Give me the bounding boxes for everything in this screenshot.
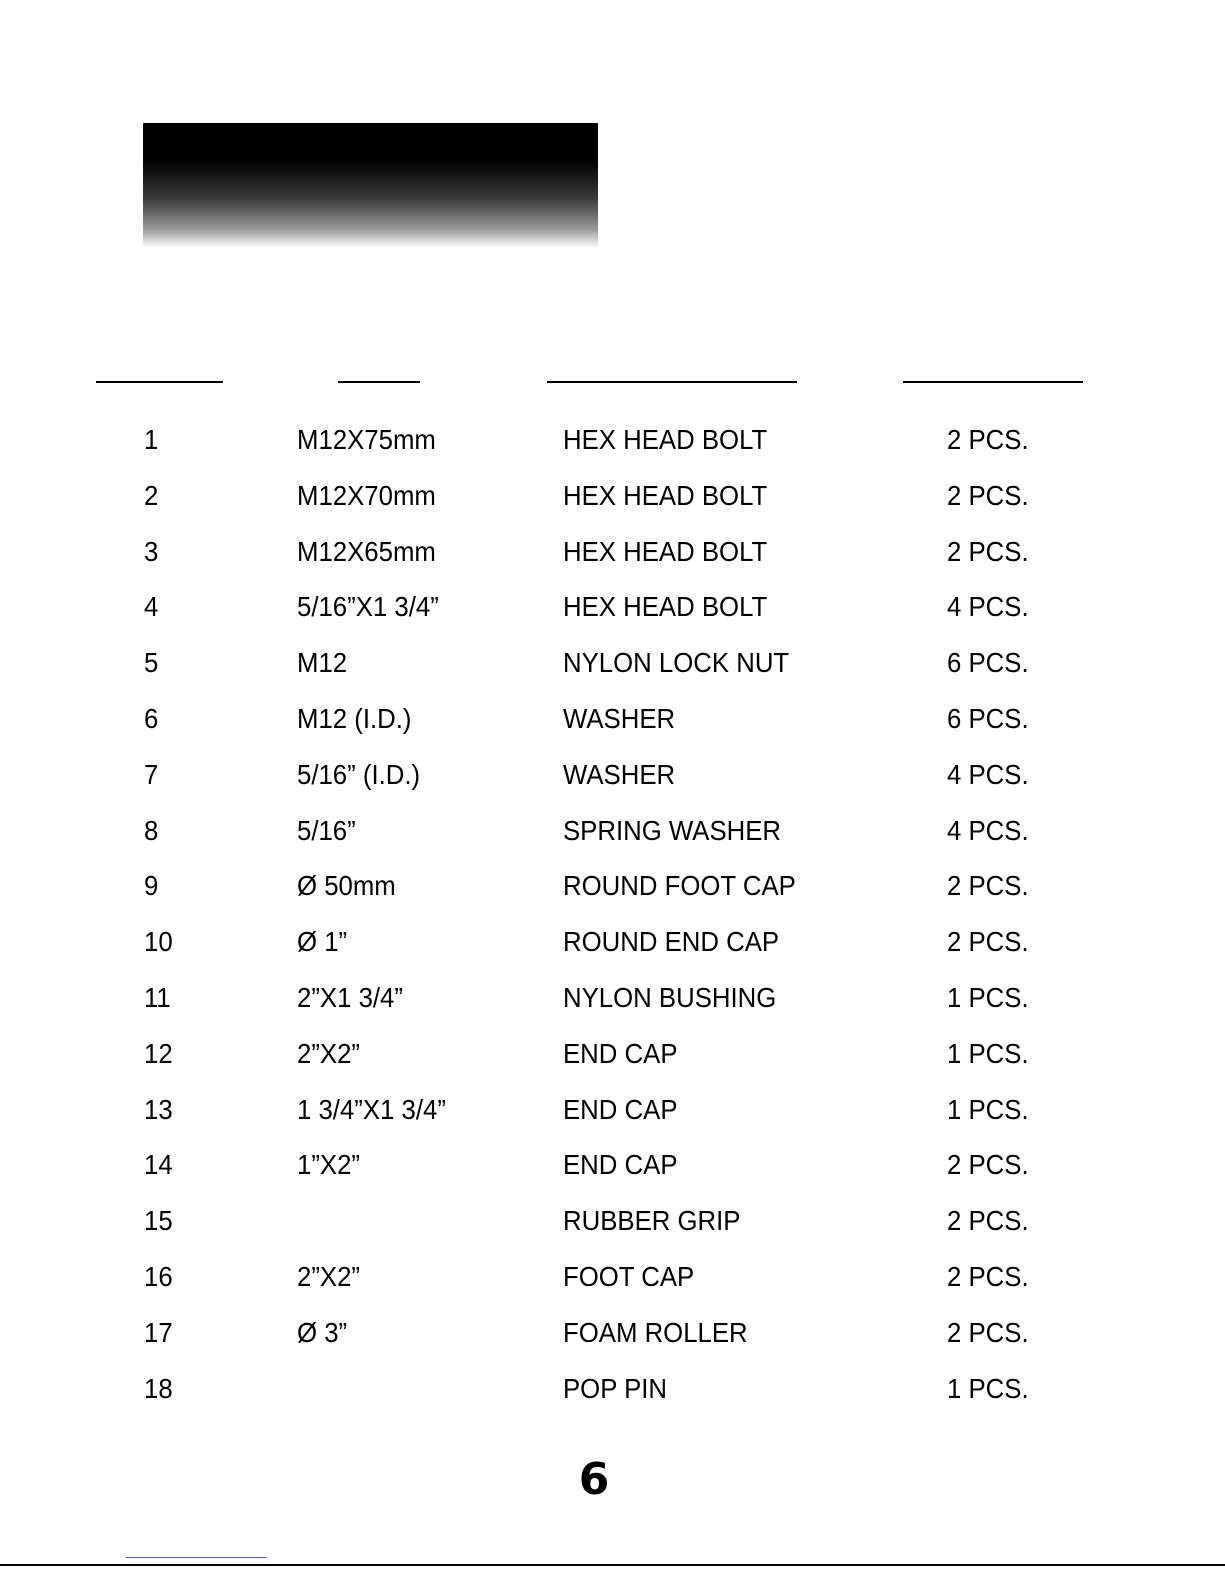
part-description: RUBBER GRIP	[563, 1205, 741, 1237]
part-description: NYLON LOCK NUT	[563, 647, 790, 679]
part-number: 10	[144, 926, 173, 958]
part-quantity: 2 PCS.	[947, 1205, 1029, 1237]
part-description: FOAM ROLLER	[563, 1316, 748, 1348]
part-size: M12X70mm	[297, 479, 436, 511]
part-description: HEX HEAD BOLT	[563, 535, 768, 567]
part-description: NYLON BUSHING	[563, 981, 777, 1013]
part-number: 8	[144, 814, 159, 846]
table-row	[0, 638, 1225, 694]
part-number: 4	[144, 591, 159, 623]
part-description: WASHER	[563, 702, 676, 734]
part-size: 2”X2”	[297, 1260, 360, 1292]
table-row	[0, 582, 1225, 638]
part-quantity: 6 PCS.	[947, 702, 1029, 734]
part-quantity: 4 PCS.	[947, 758, 1029, 790]
part-size: 5/16”	[297, 814, 356, 846]
part-size: 5/16” (I.D.)	[297, 758, 421, 790]
part-description: FOOT CAP	[563, 1260, 695, 1292]
part-quantity: 2 PCS.	[947, 479, 1029, 511]
part-number: 18	[144, 1372, 173, 1404]
part-quantity: 6 PCS.	[947, 647, 1029, 679]
part-size: Ø 50mm	[297, 870, 396, 902]
part-size: M12X75mm	[297, 424, 436, 455]
part-description: POP PIN	[563, 1372, 668, 1404]
part-number: 3	[144, 535, 159, 567]
part-size: M12X65mm	[297, 535, 436, 567]
part-description: ROUND END CAP	[563, 926, 780, 958]
table-row	[0, 527, 1225, 583]
part-quantity: 1 PCS.	[947, 1037, 1029, 1069]
part-number: 11	[144, 981, 171, 1013]
part-size: Ø 3”	[297, 1316, 348, 1348]
part-number: 5	[144, 647, 159, 679]
part-number: 2	[144, 479, 159, 511]
part-quantity: 1 PCS.	[947, 1372, 1029, 1404]
part-quantity: 2 PCS.	[947, 1149, 1029, 1181]
part-quantity: 4 PCS.	[947, 591, 1029, 623]
table-row	[0, 973, 1225, 1029]
part-number: 14	[144, 1149, 173, 1181]
table-row	[0, 750, 1225, 806]
part-size: 2”X1 3/4”	[297, 981, 403, 1013]
table-row	[0, 1085, 1225, 1141]
part-number: 17	[144, 1316, 173, 1348]
part-number: 1	[144, 424, 159, 455]
part-quantity: 4 PCS.	[947, 814, 1029, 846]
part-number: 6	[144, 702, 159, 734]
part-description: WASHER	[563, 758, 676, 790]
footer-rule	[0, 1564, 1225, 1566]
part-description: END CAP	[563, 1149, 678, 1181]
part-number: 15	[144, 1205, 173, 1237]
table-row	[0, 1029, 1225, 1085]
column-rule-number	[96, 381, 223, 383]
part-number: 7	[144, 758, 159, 790]
part-number: 16	[144, 1260, 173, 1292]
part-size: 2”X2”	[297, 1037, 360, 1069]
part-quantity: 1 PCS.	[947, 1093, 1029, 1125]
part-size: 1 3/4”X1 3/4”	[297, 1093, 446, 1125]
part-description: END CAP	[563, 1037, 678, 1069]
column-rule-size	[338, 381, 420, 383]
column-rule-quantity	[903, 381, 1083, 383]
part-quantity: 1 PCS.	[947, 981, 1029, 1013]
part-quantity: 2 PCS.	[947, 1316, 1029, 1348]
table-row	[0, 806, 1225, 862]
part-size: M12 (I.D.)	[297, 702, 412, 734]
parts-list-table	[0, 415, 1225, 1419]
part-description: SPRING WASHER	[563, 814, 782, 846]
part-quantity: 2 PCS.	[947, 926, 1029, 958]
part-size: 5/16”X1 3/4”	[297, 591, 439, 623]
part-size: 1”X2”	[297, 1149, 360, 1181]
table-row	[0, 1308, 1225, 1364]
table-row	[0, 917, 1225, 973]
footer-link-line	[126, 1557, 267, 1558]
table-row	[0, 1364, 1225, 1420]
part-quantity: 2 PCS.	[947, 424, 1029, 455]
part-quantity: 2 PCS.	[947, 870, 1029, 902]
table-row	[0, 1252, 1225, 1308]
table-row	[0, 694, 1225, 750]
column-rule-description	[547, 381, 797, 383]
header-banner	[143, 123, 598, 248]
part-description: HEX HEAD BOLT	[563, 479, 768, 511]
part-number: 13	[144, 1093, 173, 1125]
part-quantity: 2 PCS.	[947, 1260, 1029, 1292]
table-row	[0, 415, 1225, 471]
part-description: HEX HEAD BOLT	[563, 424, 768, 455]
part-number: 12	[144, 1037, 173, 1069]
table-row	[0, 861, 1225, 917]
part-description: ROUND FOOT CAP	[563, 870, 796, 902]
table-row	[0, 471, 1225, 527]
part-quantity: 2 PCS.	[947, 535, 1029, 567]
table-row	[0, 1140, 1225, 1196]
table-row	[0, 1196, 1225, 1252]
page-number: 6	[578, 1454, 610, 1505]
part-size: Ø 1”	[297, 926, 348, 958]
part-description: END CAP	[563, 1093, 678, 1125]
part-number: 9	[144, 870, 159, 902]
part-size: M12	[297, 647, 348, 679]
part-description: HEX HEAD BOLT	[563, 591, 768, 623]
